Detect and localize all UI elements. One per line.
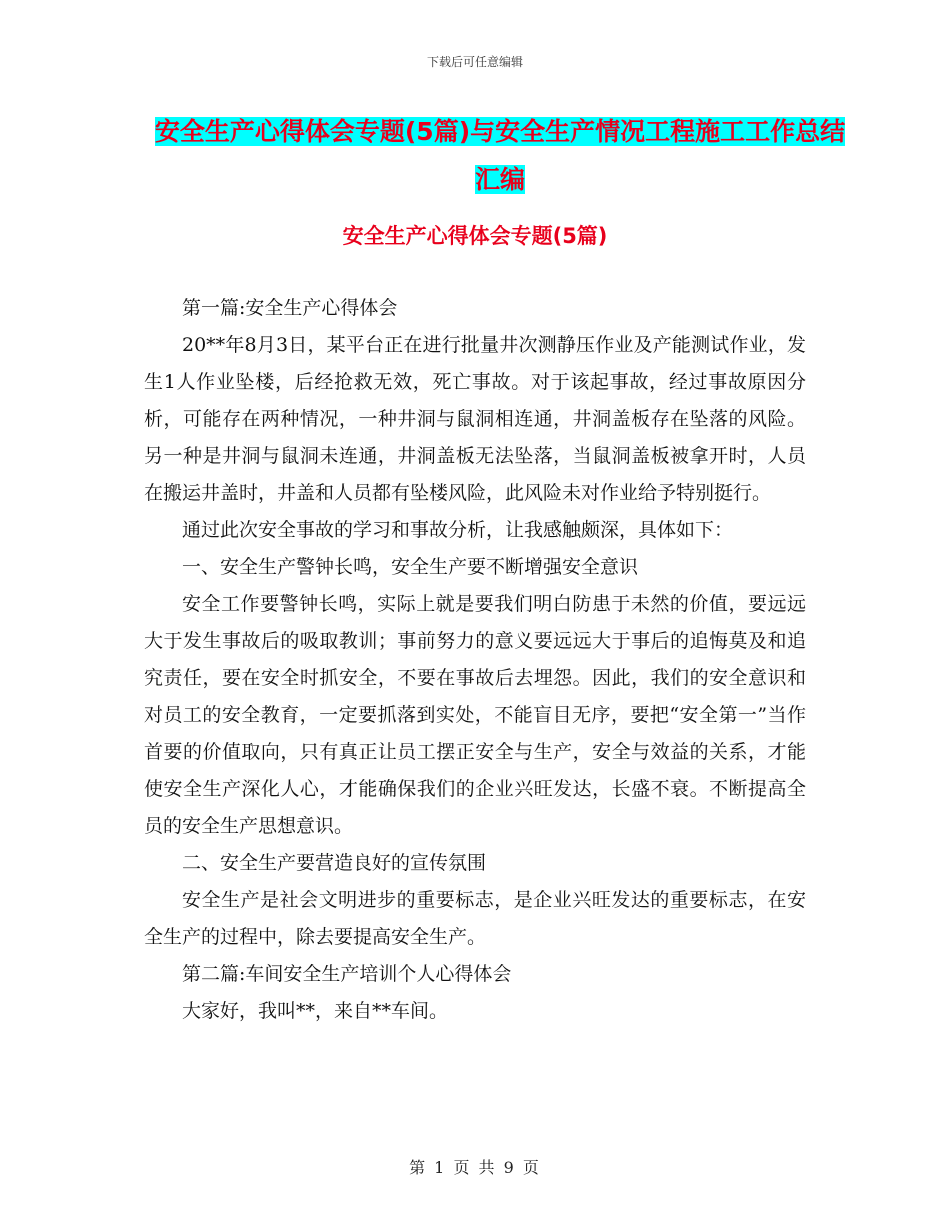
paragraph-reflection-intro: 通过此次安全事故的学习和事故分析，让我感触颇深，具体如下：	[182, 519, 734, 541]
document-body	[144, 290, 806, 1030]
section-title: 安全生产心得体会专题(5篇)	[342, 224, 608, 248]
document-title	[150, 108, 850, 204]
page-number-footer: 第 1 页 共 9 页	[409, 1158, 541, 1177]
paragraph-point-1-body: 安全工作要警钟长鸣，实际上就是要我们明白防患于未然的价值，要远远大于发生事故后的吸取教训；事前努力的意义要远远大于事后的追悔莫及和追究责任，要在安全时抓安全，不要在事故后去埋怨。因此，我们的安全意识和对员工的安全教育，一定要抓落到实处，不能盲目无序，要把“安全第一”当作首要的价值取向，只有真正让员工摆正安全与生产，安全与效益的关系，才能使安全生产深化人心，才能确保我们的企业兴旺发达，长盛不衰。不断提高全员的安全生产思想意识。	[144, 593, 806, 837]
paragraph-greeting: 大家好，我叫**，来自**车间。	[182, 1000, 449, 1022]
header-note: 下载后可任意编辑	[426, 55, 523, 69]
document-title-highlight: 安全生产心得体会专题(5篇)与安全生产情况工程施工工作总结汇编	[154, 117, 846, 194]
paragraph-chapter-2-heading: 第二篇:车间安全生产培训个人心得体会	[182, 963, 512, 985]
paragraph-point-2-heading: 二、安全生产要营造良好的宣传氛围	[182, 852, 487, 874]
paragraph-point-2-body: 安全生产是社会文明进步的重要标志，是企业兴旺发达的重要标志，在安全生产的过程中，除去要提高安全生产。	[144, 889, 806, 948]
paragraph-chapter-1-heading: 第一篇:安全生产心得体会	[182, 297, 398, 319]
paragraph-point-1-heading: 一、安全生产警钟长鸣，安全生产要不断增强安全意识	[182, 556, 639, 578]
paragraph-accident-description: 20**年8月3日，某平台正在进行批量井次测静压作业及产能测试作业，发生1人作业坠楼，后经抢救无效，死亡事故。对于该起事故，经过事故原因分析，可能存在两种情况，一种井洞与鼠洞相连通，井洞盖板存在坠落的风险。另一种是井洞与鼠洞未连通，井洞盖板无法坠落，当鼠洞盖板被拿开时，人员在搬运井盖时，井盖和人员都有坠楼风险，此风险未对作业给予特别挺行。	[144, 334, 806, 504]
